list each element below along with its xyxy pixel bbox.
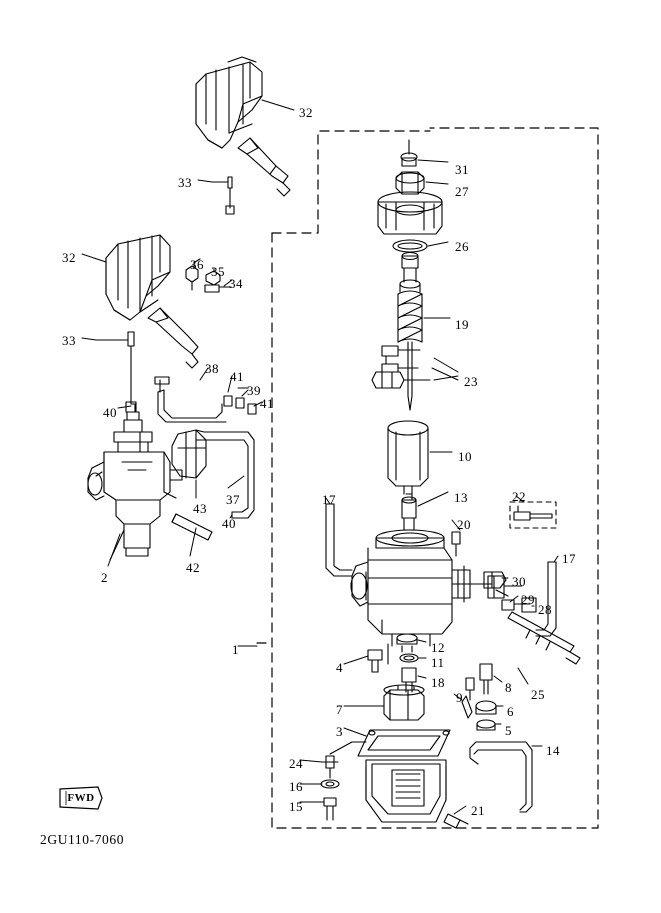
callout-number-14: 14 <box>546 743 560 758</box>
callout-number-8: 8 <box>505 680 512 695</box>
callout-number-37: 37 <box>226 492 240 507</box>
callout-number-26: 26 <box>455 239 469 254</box>
callout-number-18: 18 <box>431 675 445 690</box>
callout-number-1: 1 <box>232 642 239 657</box>
callout-number-5: 5 <box>505 723 512 738</box>
callout-number-42: 42 <box>186 560 200 575</box>
callout-number-32: 32 <box>62 250 76 265</box>
callout-number-43: 43 <box>193 501 207 516</box>
callout-number-41: 41 <box>260 396 274 411</box>
callout-number-11: 11 <box>431 655 445 670</box>
callout-number-40: 40 <box>103 405 117 420</box>
callout-number-16: 16 <box>289 779 303 794</box>
callout-number-9: 9 <box>456 690 463 705</box>
callout-number-28: 28 <box>538 602 552 617</box>
part-code-label: 2GU110-7060 <box>40 832 125 847</box>
callout-number-20: 20 <box>457 517 471 532</box>
callout-number-39: 39 <box>247 383 261 398</box>
callout-number-38: 38 <box>205 361 219 376</box>
callout-number-21: 21 <box>471 803 485 818</box>
callout-number-3: 3 <box>336 724 343 739</box>
callout-number-19: 19 <box>455 317 469 332</box>
callout-number-12: 12 <box>431 640 445 655</box>
callout-number-6: 6 <box>507 704 514 719</box>
callout-number-25: 25 <box>531 687 545 702</box>
callout-number-34: 34 <box>229 276 243 291</box>
callout-number-24: 24 <box>289 756 303 771</box>
callout-number-41: 41 <box>230 369 244 384</box>
callout-number-33: 33 <box>62 333 76 348</box>
callout-number-36: 36 <box>190 257 204 272</box>
callout-number-29: 29 <box>521 592 535 607</box>
callout-number-35: 35 <box>211 264 225 279</box>
callout-number-15: 15 <box>289 799 303 814</box>
callout-number-23: 23 <box>464 374 478 389</box>
callout-number-13: 13 <box>454 490 468 505</box>
callout-number-40: 40 <box>222 516 236 531</box>
callout-number-33: 33 <box>178 175 192 190</box>
callout-number-2: 2 <box>101 570 108 585</box>
callout-number-22: 22 <box>512 489 526 504</box>
callout-number-4: 4 <box>336 660 343 675</box>
callout-number-30: 30 <box>512 574 526 589</box>
callout-number-31: 31 <box>455 162 469 177</box>
fwd-marker <box>58 785 104 811</box>
callout-number-10: 10 <box>458 449 472 464</box>
callout-number-27: 27 <box>455 184 469 199</box>
callout-number-17: 17 <box>322 492 336 507</box>
callout-number-7: 7 <box>336 702 343 717</box>
callout-number-17: 17 <box>562 551 576 566</box>
callout-number-32: 32 <box>299 105 313 120</box>
fwd-label: FWD <box>67 792 95 804</box>
